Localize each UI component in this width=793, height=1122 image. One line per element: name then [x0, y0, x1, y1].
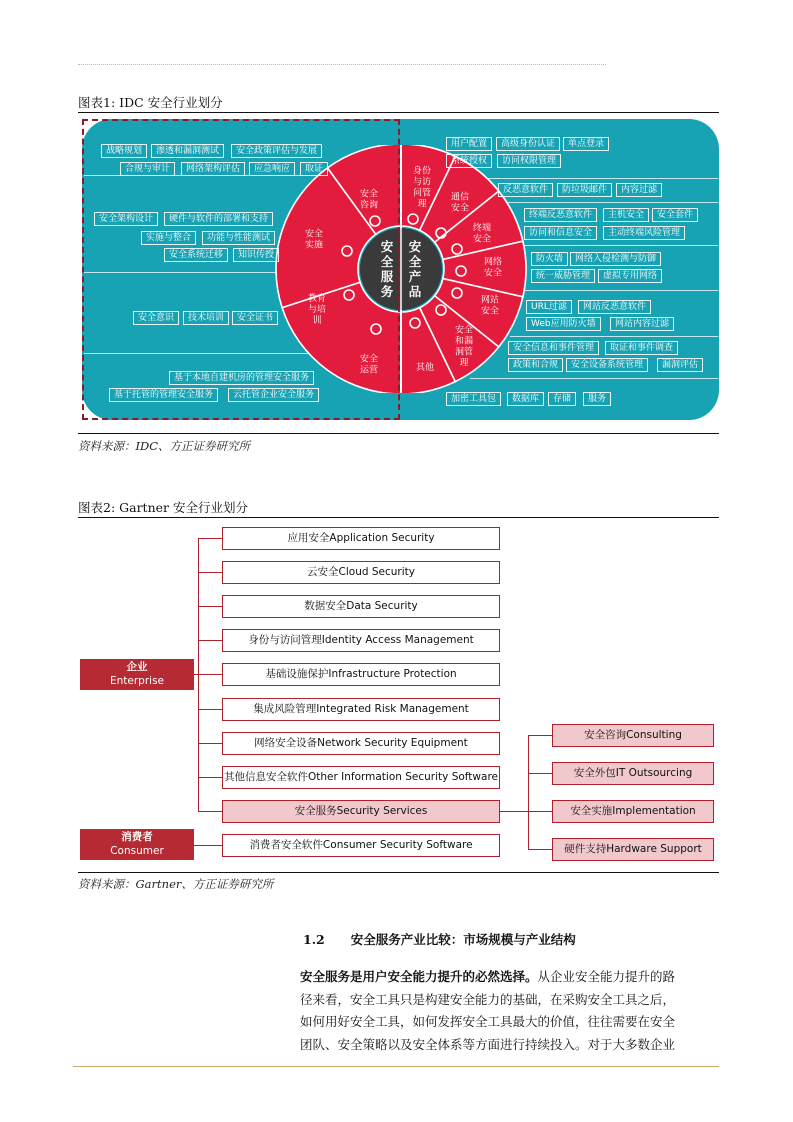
figure2-source: 资料来源：Gartner、方正证券研究所: [78, 877, 274, 891]
product-chip: 防垃圾邮件: [557, 183, 612, 197]
footer-rule: [73, 1066, 719, 1067]
figure1-top-rule: [78, 112, 719, 113]
service-segment-label: 安全运营: [359, 354, 379, 376]
enterprise-item: 数据安全Data Security: [222, 595, 500, 618]
service-chip: 技术培训: [183, 311, 229, 325]
service-chip: 安全证书: [232, 311, 278, 325]
product-chip: 数据库: [507, 392, 544, 406]
product-chip: 安全套件: [652, 208, 698, 222]
services-connector: [500, 811, 528, 812]
services-trunk-line: [528, 735, 529, 849]
product-chip: 访问权限管理: [497, 154, 561, 168]
enterprise-item: 其他信息安全软件Other Information Security Software: [222, 766, 500, 789]
product-segment-label: 终端安全: [472, 223, 492, 245]
service-segment-label: 安全实施: [304, 229, 324, 251]
branch-line: [198, 674, 222, 675]
enterprise-item: 安全服务Security Services: [222, 800, 500, 823]
figure2-top-rule: [78, 517, 719, 518]
enterprise-item: 网络安全设备Network Security Equipment: [222, 732, 500, 755]
figure1-source: 资料来源：IDC、方正证券研究所: [78, 439, 251, 453]
product-chip: 虚拟专用网络: [598, 269, 662, 283]
product-chip: 加密工具包: [446, 392, 501, 406]
product-chip: 漏洞评估: [657, 358, 703, 372]
center-label-products: 安全产品: [408, 239, 422, 299]
product-chip: 单点登录: [563, 137, 609, 151]
service-chip: 硬件与软件的部署和支持: [164, 212, 273, 226]
product-segment-label: 网络安全: [483, 257, 503, 279]
service-branch-line: [528, 811, 552, 812]
consumer-connector: [194, 845, 222, 846]
branch-line: [198, 743, 222, 744]
section-heading: 1.2 安全服务产业比较：市场规模与产业结构: [303, 932, 576, 947]
center-label-services: 安全服务: [380, 239, 394, 299]
figure1-title: 图表1: IDC 安全行业划分: [78, 95, 223, 110]
product-chip: 访问和信息安全: [524, 226, 597, 240]
product-chip: 主动终端风险管理: [603, 226, 685, 240]
product-chip: 政策和合规: [508, 358, 563, 372]
product-chip: 存储: [548, 392, 576, 406]
service-chip: 功能与性能测试: [202, 231, 275, 245]
enterprise-box: 企业 Enterprise: [80, 659, 194, 690]
service-chip: 实施与整合: [141, 231, 196, 245]
figure2-bottom-rule: [78, 872, 719, 873]
service-branch-line: [528, 773, 552, 774]
product-segment-label: 通信安全: [450, 192, 470, 214]
service-chip: 安全系统迁移: [164, 248, 228, 262]
enterprise-item: 身份与访问管理Identity Access Management: [222, 629, 500, 652]
branch-line: [198, 606, 222, 607]
product-chip: 取证和事件调查: [605, 341, 678, 355]
product-chip: 主机安全: [603, 208, 649, 222]
product-chip: 高级身份认证: [496, 137, 560, 151]
product-chip: 安全设备系统管理: [566, 358, 648, 372]
product-chip: 服务: [583, 392, 611, 406]
service-chip: 云托管企业安全服务: [228, 388, 319, 402]
product-segment-label: 安全和漏洞管理: [454, 325, 474, 369]
product-chip: 网站反恶意软件: [578, 300, 651, 314]
product-segment-label: 网站安全: [480, 295, 500, 317]
figure2-title: 图表2: Gartner 安全行业划分: [78, 500, 248, 515]
service-segment-label: 教育与培训: [307, 294, 327, 326]
branch-line: [198, 811, 222, 812]
product-chip: 终端反恶意软件: [524, 208, 597, 222]
service-chip: 取证: [300, 162, 328, 176]
product-segment-label: 身份与访问管理: [412, 166, 432, 210]
figure1-bottom-rule: [78, 433, 719, 434]
product-chip: 网络入侵检测与防御: [570, 252, 661, 266]
service-chip: 安全政策评估与发展: [231, 144, 322, 158]
service-branch-line: [528, 735, 552, 736]
enterprise-item: 基础设施保护Infrastructure Protection: [222, 663, 500, 686]
header-dotted-line: [78, 64, 606, 65]
service-chip: 安全架构设计: [94, 212, 158, 226]
product-chip: 用户配置: [446, 137, 492, 151]
service-item: 安全实施Implementation: [552, 800, 714, 823]
product-chip: 统一威胁管理: [531, 269, 595, 283]
enterprise-item: 云安全Cloud Security: [222, 561, 500, 584]
service-item: 硬件支持Hardware Support: [552, 838, 714, 861]
service-segment-label: 安全咨询: [359, 189, 379, 211]
product-chip: 系统授权: [446, 154, 492, 168]
service-chip: 安全意识: [133, 311, 179, 325]
product-segment-label: 其他: [415, 363, 435, 373]
enterprise-item: 应用安全Application Security: [222, 527, 500, 550]
product-chip: 反恶意软件: [498, 183, 553, 197]
service-chip: 网络架构评估: [181, 162, 245, 176]
product-chip: URL过滤: [526, 300, 572, 314]
service-chip: 知识传授: [233, 248, 279, 262]
branch-line: [198, 640, 222, 641]
product-chip: 安全信息和事件管理: [508, 341, 599, 355]
branch-line: [198, 709, 222, 710]
product-chip: Web应用防火墙: [526, 317, 601, 331]
section-paragraph: 安全服务是用户安全能力提升的必然选择。从企业安全能力提升的路 径来看，安全工具只是构建安全能力的基础，在采购安全工具之后， 如何用好安全工具，如何发挥安全工具最大的价值，往往需要在安全 团队、安全策略以及安全体系等方面进行持续投入。对于大多数企业: [300, 969, 676, 1052]
service-chip: 合规与审计: [120, 162, 175, 176]
service-branch-line: [528, 849, 552, 850]
consumer-item: 消费者安全软件Consumer Security Software: [222, 834, 500, 857]
product-chip: 网站内容过滤: [610, 317, 674, 331]
service-item: 安全外包IT Outsourcing: [552, 762, 714, 785]
service-chip: 渗透和漏洞测试: [151, 144, 224, 158]
service-item: 安全咨询Consulting: [552, 724, 714, 747]
product-chip: 防火墙: [531, 252, 568, 266]
branch-line: [198, 777, 222, 778]
product-chip: 内容过滤: [616, 183, 662, 197]
branch-line: [198, 538, 222, 539]
service-chip: 战略规划: [101, 144, 147, 158]
service-chip: 基于本地自建机房的管理安全服务: [169, 371, 314, 385]
branch-line: [198, 572, 222, 573]
enterprise-item: 集成风险管理Integrated Risk Management: [222, 698, 500, 721]
consumer-box: 消费者 Consumer: [80, 829, 194, 860]
service-chip: 基于托管的管理安全服务: [109, 388, 218, 402]
service-chip: 应急响应: [249, 162, 295, 176]
